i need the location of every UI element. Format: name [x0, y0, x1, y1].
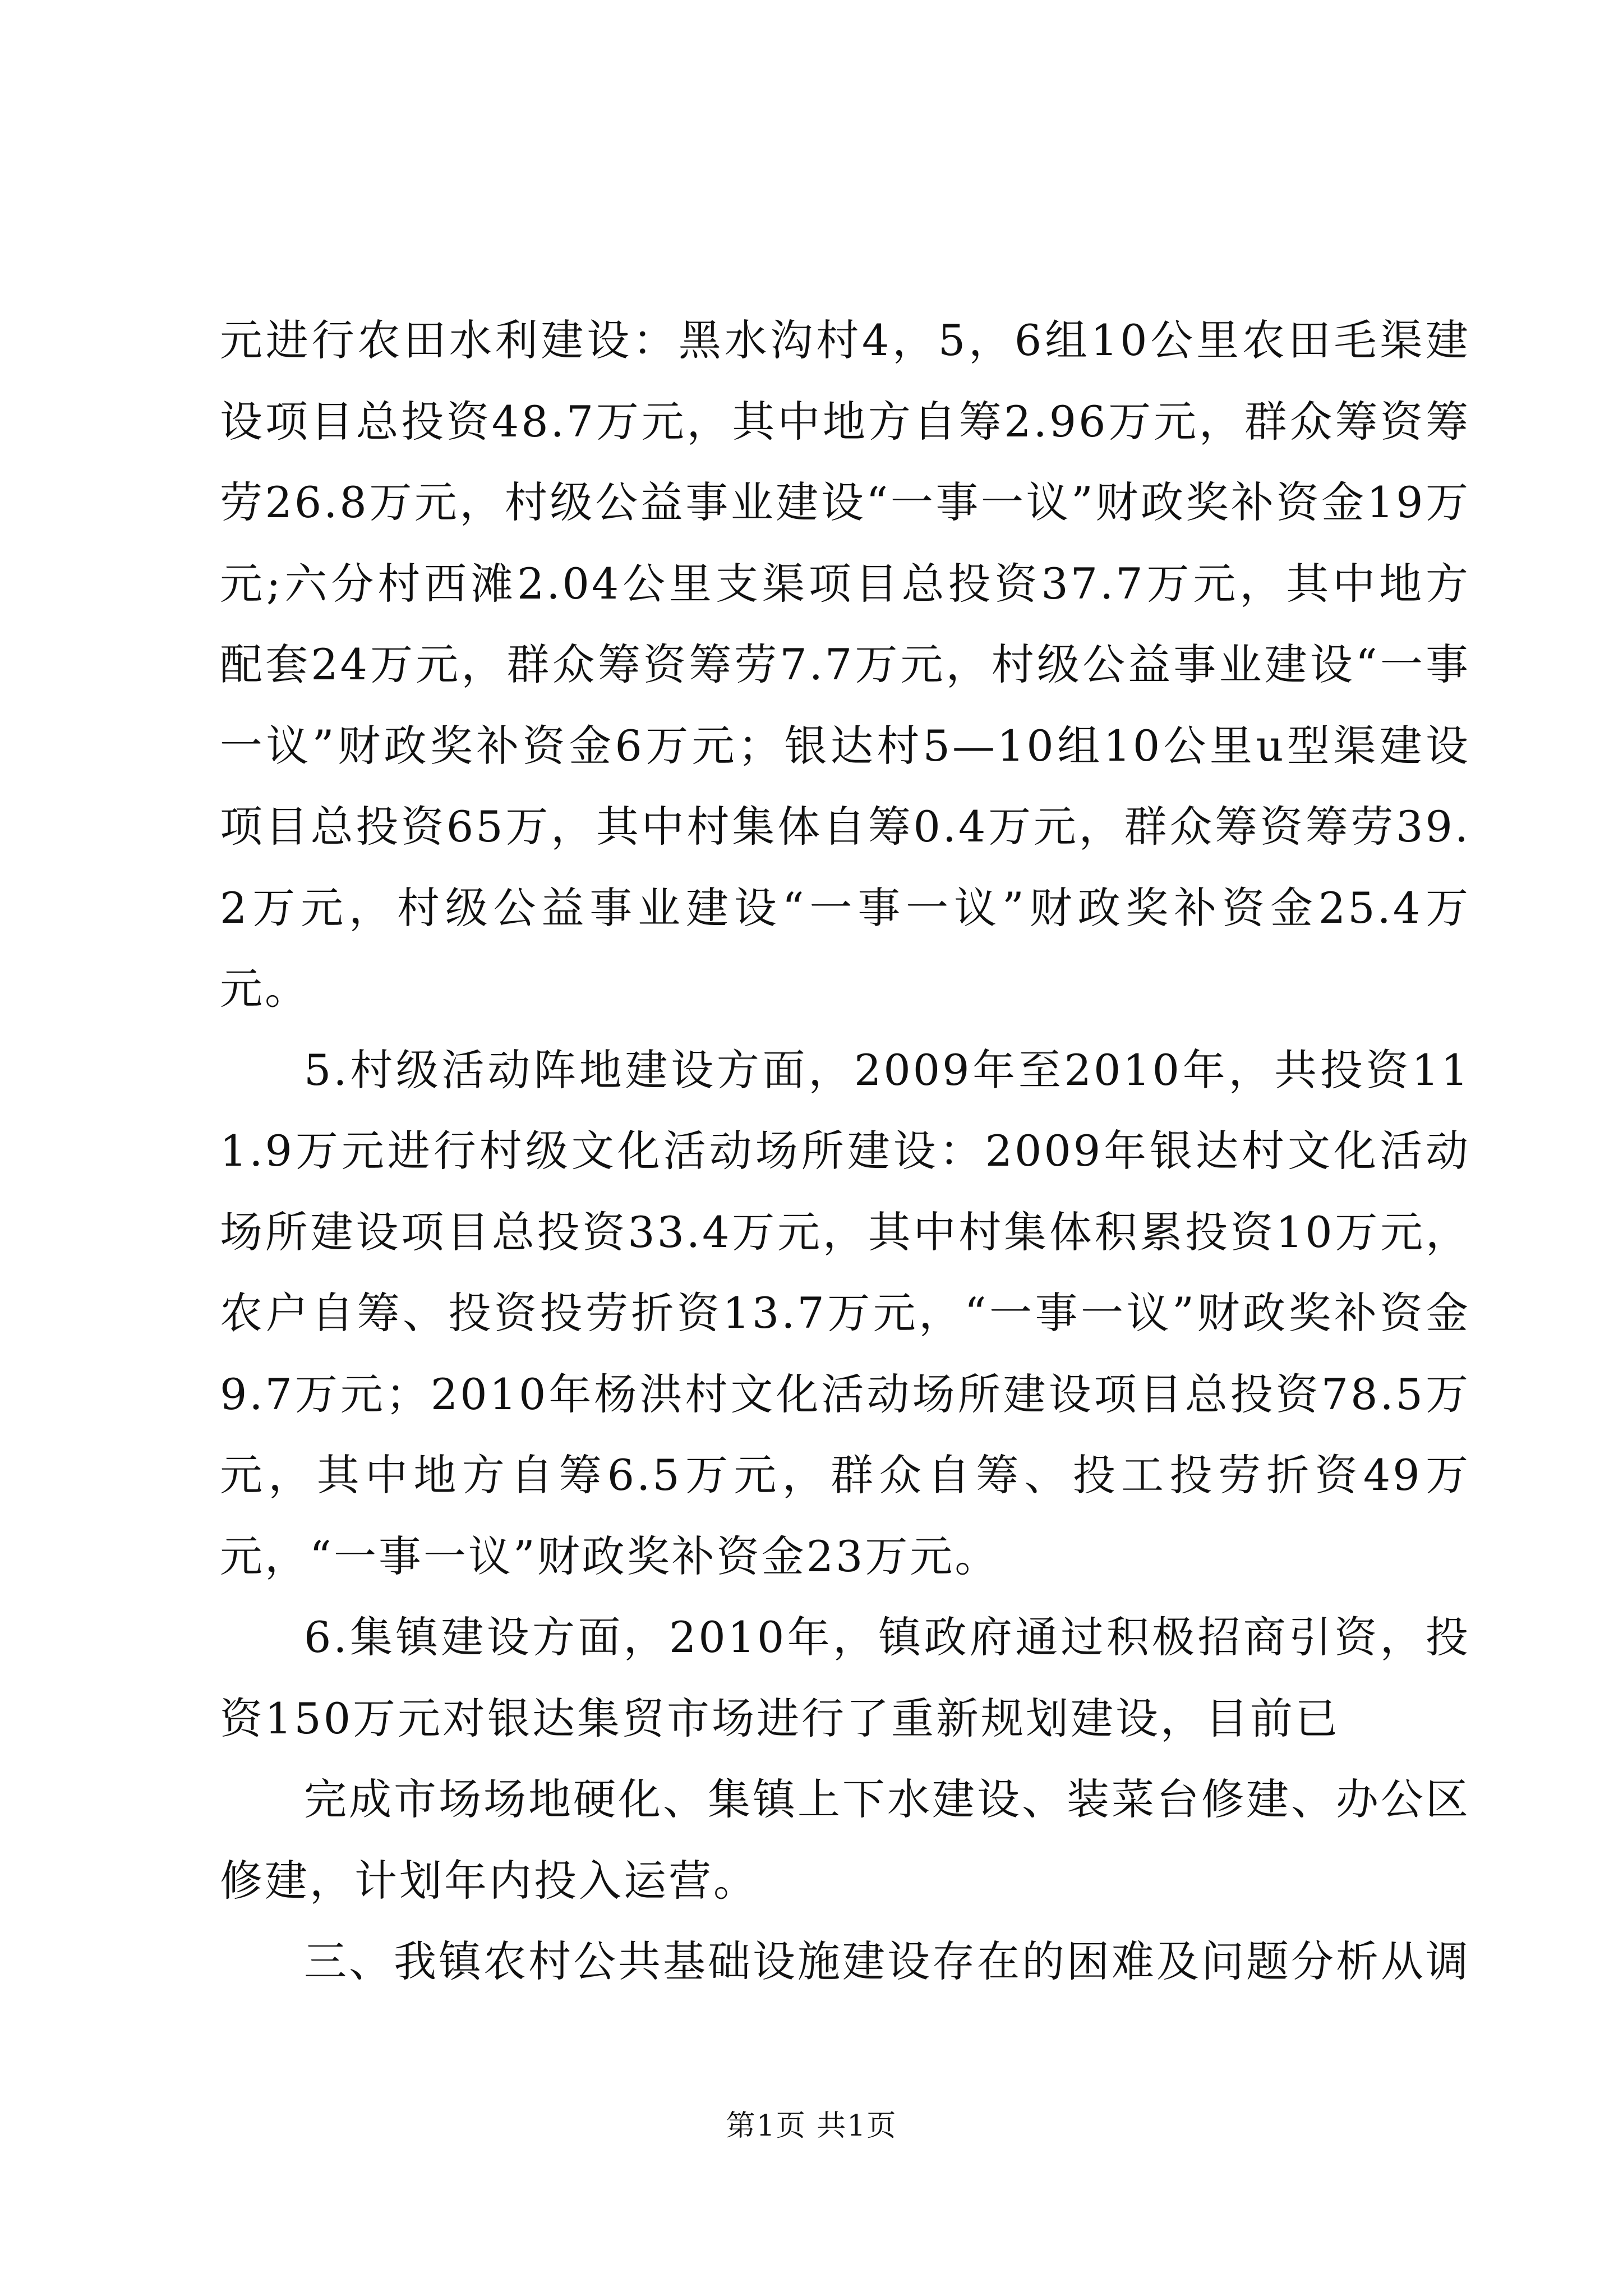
paragraph-village-activity-venues: 5.村级活动阵地建设方面，2009年至2010年，共投资111.9万元进行村级文化活动场所建设：2009年银达村文化活动场所建设项目总投资33.4万元，其中村集体积累投资10万元，农户自筹、投资投劳折资13.7万元，“一事一议”财政奖补资金9.7万元；2010年杨洪村文化活动场所建设项目总投资78.5万元，其中地方自筹6.5万元，群众自筹、投工投劳折资49万元，“一事一议”财政奖补资金23万元。 [220, 1045, 1470, 1581]
page-footer: 第1页 共1页 [726, 2109, 897, 2143]
paragraph-irrigation-construction: 元进行农田水利建设：黑水沟村4，5，6组10公里农田毛渠建设项目总投资48.7万元，其中地方自筹2.96万元，群众筹资筹劳26.8万元，村级公益事业建设“一事一议”财政奖补资金19万元;六分村西滩2.04公里支渠项目总投资37.7万元，其中地方配套24万元，群众筹资筹劳7.7万元，村级公益事业建设“一事一议”财政奖补资金6万元；银达村5—10组10公里u型渠建设项目总投资65万，其中村集体自筹0.4万元，群众筹资筹劳39.2万元，村级公益事业建设“一事一议”财政奖补资金25.4万元。 [220, 315, 1470, 1014]
document-body [220, 300, 1470, 2003]
paragraph-section-three-heading: 三、我镇农村公共基础设施建设存在的困难及问题分析从调 [304, 1936, 1470, 1986]
paragraph-market-completion: 完成市场场地硬化、集镇上下水建设、装菜台修建、办公区修建，计划年内投入运营。 [220, 1774, 1470, 1906]
paragraph-town-construction: 6.集镇建设方面，2010年，镇政府通过积极招商引资，投资150万元对银达集贸市场进行了重新规划建设，目前已 [220, 1612, 1470, 1743]
